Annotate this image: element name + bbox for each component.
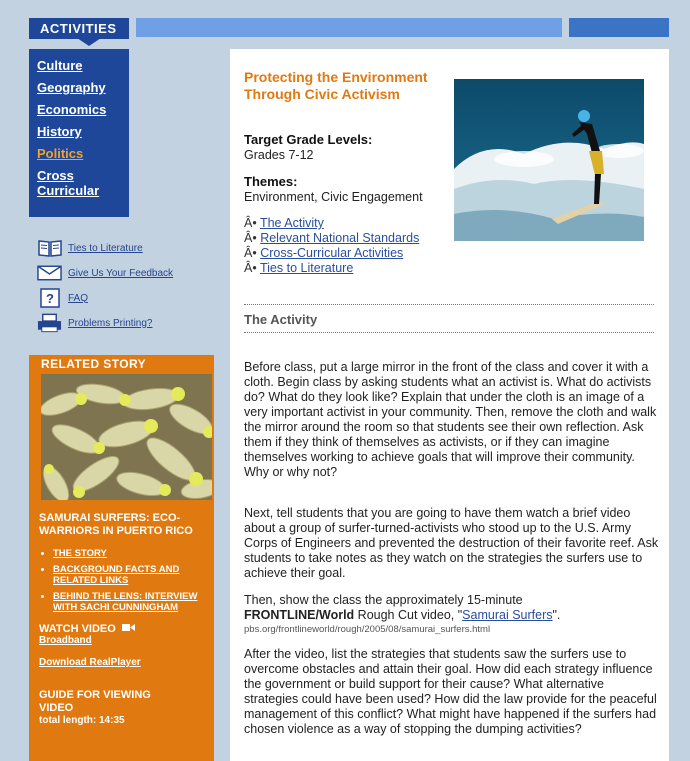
activities-tab-notch bbox=[77, 38, 101, 46]
toc-standards-link[interactable]: Relevant National Standards bbox=[260, 231, 420, 245]
section-divider-bottom bbox=[244, 332, 654, 333]
background-facts-link[interactable]: BACKGROUND FACTS AND RELATED LINKS bbox=[53, 564, 180, 586]
util-faq bbox=[37, 288, 88, 308]
book-icon bbox=[37, 238, 62, 258]
page-title: Protecting the Environment Through Civic Activism bbox=[244, 69, 428, 102]
themes-label: Themes: bbox=[244, 174, 298, 189]
envelope-icon bbox=[37, 263, 62, 283]
para3-end: ". bbox=[552, 608, 561, 622]
section-divider-top bbox=[244, 304, 654, 305]
list-item bbox=[244, 231, 419, 246]
util-literature bbox=[37, 238, 143, 258]
list-item bbox=[244, 261, 419, 276]
nav-item-cross-curricular[interactable]: Cross Curricular bbox=[37, 168, 100, 198]
activity-paragraph-4: After the video, list the strategies that students saw the surfers use to overcome obstacles and attain their goal. How did each strategy influence the government or build support for their cause? What alternative strategies could have been used? How did the law provide for the peaceful management of this conflict? What might have happened if the surfers had chosen violence as a way of stopping the dumping activities? bbox=[244, 647, 657, 736]
list-item bbox=[53, 564, 214, 586]
nav-item-history[interactable]: History bbox=[37, 124, 82, 139]
guide-title: GUIDE FOR VIEWING VIDEO bbox=[39, 689, 151, 715]
problems-printing-link[interactable]: Problems Printing? bbox=[68, 317, 153, 329]
story-links bbox=[39, 548, 214, 613]
toc-activity-link[interactable]: The Activity bbox=[259, 216, 324, 230]
activity-paragraph-2: Next, tell students that you are going to have them watch a brief video about a group of surfer-turned-activists who stood up to the U.S. Army Corps of Engineers and prevented the destruction of their favorite reef. Ask students to take notes as they watch on the strategies the surfers use to achieve their goal. bbox=[244, 506, 659, 580]
question-icon bbox=[37, 288, 62, 308]
activity-paragraph-3 bbox=[244, 593, 659, 623]
bullet: Â• bbox=[244, 261, 257, 275]
header-bar-light bbox=[136, 18, 562, 37]
header-bar-dark bbox=[569, 18, 669, 37]
section-title: The Activity bbox=[244, 312, 318, 327]
nav-item-politics[interactable]: Politics bbox=[37, 146, 84, 161]
watch-video-label: WATCH VIDEO bbox=[39, 623, 116, 635]
toc-literature-link[interactable]: Ties to Literature bbox=[259, 261, 354, 275]
nav-item-culture[interactable]: Culture bbox=[37, 58, 83, 73]
the-story-link[interactable]: THE STORY bbox=[53, 548, 107, 559]
themes-value: Environment, Civic Engagement bbox=[244, 190, 423, 204]
video-camera-icon bbox=[122, 623, 135, 635]
grade-levels-label: Target Grade Levels: bbox=[244, 132, 373, 147]
toc-cross-curricular-link[interactable]: Cross-Curricular Activities bbox=[260, 246, 404, 260]
video-url: pbs.org/frontlineworld/rough/2005/08/samurai_surfers.html bbox=[244, 624, 491, 635]
activities-tab: ACTIVITIES bbox=[29, 18, 129, 39]
activity-paragraph-1: Before class, put a large mirror in the front of the class and cover it with a cloth. Begin class by asking students what an activist is. What do activists do? What do they look like? Explain that under the cloth is an image of a very important activist in your community. Then, remove the cloth and walk the mirror around the room so that students see their own reflection. Ask them if they think of themselves as activists, or if they can imagine themselves working to achieve goals that will improve their community. Why or why not? bbox=[244, 360, 657, 479]
feedback-link[interactable]: Give Us Your Feedback bbox=[68, 267, 174, 279]
nav-item-geography[interactable]: Geography bbox=[37, 80, 106, 95]
nav-item-economics[interactable]: Economics bbox=[37, 102, 107, 117]
sea-anemone-photo bbox=[41, 374, 212, 500]
broadband-link[interactable]: Broadband bbox=[39, 635, 92, 647]
bullet: Â• bbox=[244, 246, 257, 260]
util-printing bbox=[37, 313, 152, 333]
printer-icon bbox=[37, 313, 62, 333]
watch-video-row bbox=[39, 623, 214, 635]
svg-text:?: ? bbox=[45, 291, 54, 306]
bullet: Â• bbox=[244, 231, 257, 245]
faq-link[interactable]: FAQ bbox=[68, 292, 89, 304]
table-of-contents bbox=[244, 216, 419, 276]
ties-to-literature-link[interactable]: Ties to Literature bbox=[68, 242, 143, 254]
behind-the-lens-link[interactable]: BEHIND THE LENS: INTERVIEW WITH SACHI CUNNINGHAM bbox=[53, 591, 198, 613]
story-title: SAMURAI SURFERS: ECO-WARRIORS IN PUERTO RICO bbox=[39, 512, 193, 537]
related-story-heading: RELATED STORY bbox=[41, 357, 146, 371]
bullet: Â• bbox=[244, 216, 257, 230]
surfer-photo bbox=[454, 79, 644, 241]
util-feedback bbox=[37, 263, 173, 283]
list-item bbox=[53, 591, 214, 613]
list-item bbox=[53, 548, 214, 559]
list-item bbox=[244, 216, 419, 231]
para3-text: Then, show the class the approximately 15-minute bbox=[244, 593, 523, 607]
para3-mid: Rough Cut video, " bbox=[354, 608, 463, 622]
frontline-world-label: FRONTLINE/World bbox=[244, 608, 355, 622]
related-story-box bbox=[29, 355, 214, 761]
samurai-surfers-link[interactable]: Samurai Surfers bbox=[462, 608, 553, 622]
main-content bbox=[230, 49, 669, 761]
list-item bbox=[244, 246, 419, 261]
grade-levels-value: Grades 7-12 bbox=[244, 148, 314, 162]
total-length: total length: 14:35 bbox=[39, 715, 125, 727]
activities-nav bbox=[29, 49, 129, 217]
download-realplayer-link[interactable]: Download RealPlayer bbox=[39, 657, 141, 669]
